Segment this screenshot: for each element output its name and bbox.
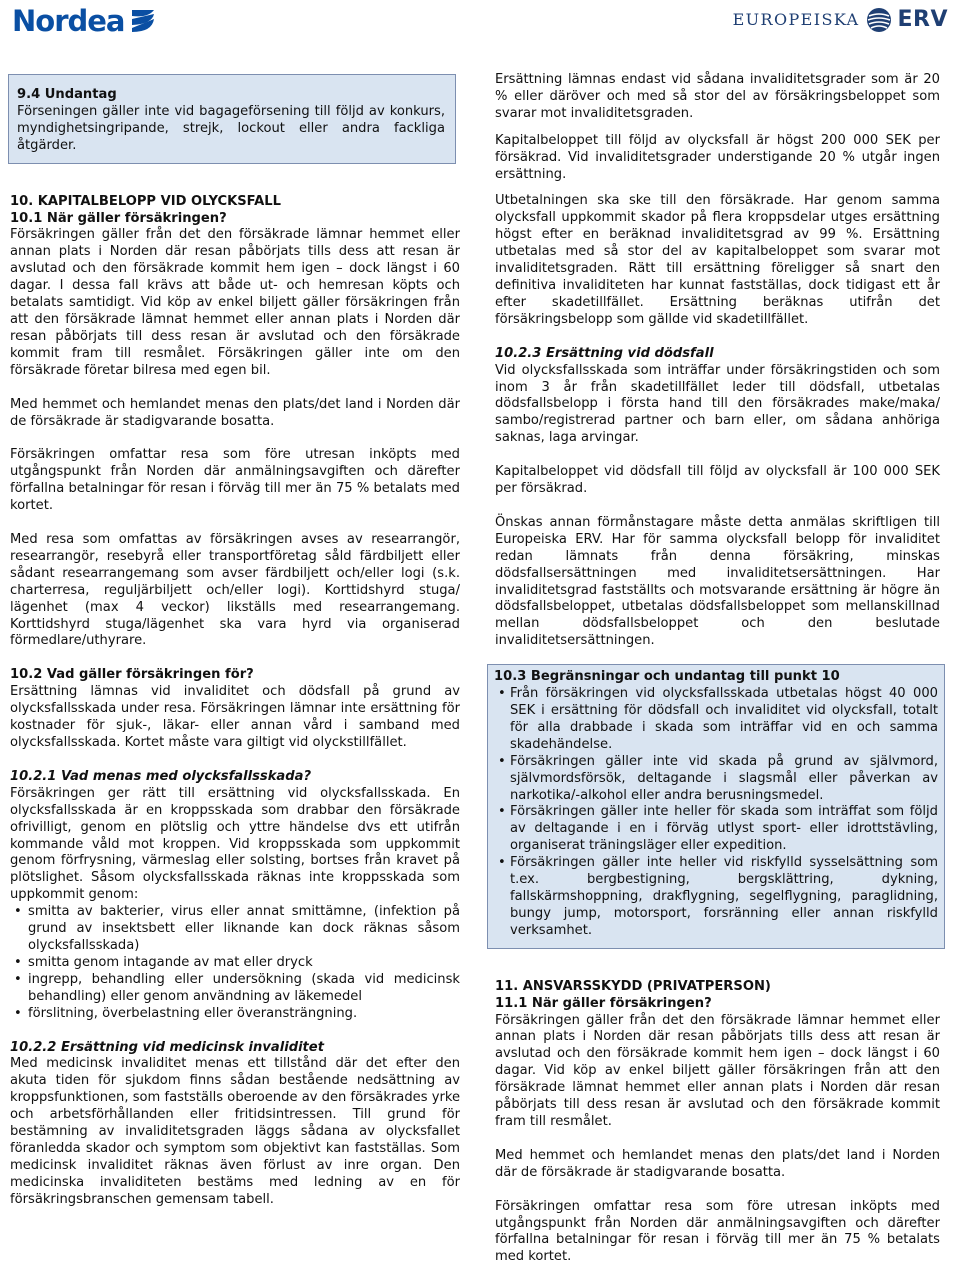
right-column [495, 72, 940, 1266]
nordea-logo [12, 4, 158, 38]
exclusion-list [10, 904, 460, 1022]
list-item-text: Försäkringen gäller inte heller vid riskfylld sysselsättning som t.ex. bergbestigning, bergsklättring, dykning, fallskärmshoppning, drakflygning, segelflygning, paraglidning, bungy jump, motorsport, forsränning eller annan riskfylld verksamhet. [510, 855, 938, 938]
list-item-text: ingrepp, behandling eller undersökning (skada vid medicinsk behandling) eller genom användning av läkemedel [28, 971, 460, 1004]
bullet-icon: • [14, 971, 22, 987]
section-11-1-paragraph: Försäkringen omfattar resa som före utresan inköpts med utgångspunkt från Norden där anmälningsavgiften och därefter förfallna betalningar för resan i förväg till mer än 75 % betalats med kortet. [495, 1198, 940, 1265]
section-10-2-heading: 10.2 Vad gäller försäkringen för? [10, 667, 254, 683]
list-item [494, 686, 938, 754]
section-10-2-3-paragraph: Vid olycksfallsskada som inträffar under försäkringstiden och som inom 3 år från skadetillfället leder till dödsfall, utbetalas dödsfallsbelopp i första hand till den försäkrades make/maka/ sambo/registrerad partner och barn eller, om sådana anhöriga saknas, laga arvingar. [495, 362, 940, 446]
nordea-logo-text: Nordea [12, 4, 125, 38]
section-10-2-3-paragraph: Kapitalbeloppet vid dödsfall till följd av olycksfall är 100 000 SEK per försäkrad. [495, 464, 940, 497]
list-item-text: Försäkringen gäller inte vid skada på grund av självmord, självmordsförsök, deltagande i slagsmål eller påverkan av narkotika/-alkohol eller andra berusningsmedel. [510, 753, 938, 803]
section-10-heading: 10. KAPITALBELOPP VID OLYCKSFALL [10, 193, 281, 209]
list-item [494, 804, 938, 855]
erv-logo-name: EUROPEISKA [732, 9, 860, 29]
section-10-1-paragraph: Försäkringen omfattar resa som före utresan inköpts med utgångspunkt från Norden där anmälningsavgiften och därefter förfallna betalningar för resan i förväg till mer än 75 % betalats med kortet. [10, 447, 460, 514]
section-10-2-1-heading: 10.2.1 Vad menas med olycksfallsskada? [10, 768, 312, 784]
list-item-text: smitta genom intagande av mat eller dryck [28, 954, 313, 970]
list-item-text: Försäkringen gäller inte heller för skada som inträffat som följd av deltagande i en i förväg utlyst sport- eller idrottstävling, organiserat träningsläger eller expedition. [510, 804, 938, 854]
limitation-list [494, 686, 938, 940]
section-10-1-paragraph: Med hemmet och hemlandet menas den plats/det land i Norden där de försäkrade är stadigvarande bosatta. [10, 396, 460, 429]
section-10-2-2-heading: 10.2.2 Ersättning vid medicinsk invaliditet [10, 1039, 324, 1055]
list-item [10, 972, 460, 1006]
section-11-1-paragraph: Med hemmet och hemlandet menas den plats/det land i Norden där de försäkrade är stadigvarande bosatta. [495, 1147, 940, 1180]
section-9-4-heading: 9.4 Undantag [17, 87, 117, 102]
bullet-icon: • [498, 753, 506, 769]
section-10-2-2-paragraph: Med medicinsk invaliditet menas ett tillstånd där det efter den akuta tiden för sjukdom finns sådan bestående nedsättning av kroppsfunktionen, som fastställs oberoende av den försäkrades yrke och arbetsförhållanden eller fritidsintressen. Till grund för bestämning av invaliditetsgraden läggs sådana av olycksfallet föranledda skador och symptom som objektivt kan fastställas. Som medicinsk invaliditet räknas även förlust av inre organ. Den medicinska invaliditeten bestäms med ledning av en för försäkringsbranschen gemensam tabell. [10, 1056, 460, 1207]
globe-icon [866, 7, 892, 33]
left-column [10, 74, 460, 1209]
invaliditet-paragraph: Kapitalbeloppet till följd av olycksfall är högst 200 000 SEK per försäkrad. Vid invaliditetsgrader understigande 20 % utgår ingen ersättning. [495, 132, 940, 182]
page-header [0, 0, 960, 40]
section-11-heading: 11. ANSVARSSKYDD (PRIVATPERSON) [495, 978, 771, 994]
list-item-text: smitta av bakterier, virus eller annat smittämne, (infektion på grund av insektsbett eller liknande kan dock räknas såsom olycksfallsskada) [28, 904, 460, 953]
section-10-3-heading: 10.3 Begränsningar och undantag till punkt 10 [494, 669, 840, 685]
section-11-1-heading: 11.1 När gäller försäkringen? [495, 995, 712, 1011]
section-11-1-paragraph: Försäkringen gäller från det den försäkrade lämnar hemmet eller annan plats i Norden där resan påbörjats tills dess att resan är avslutad och den försäkrade kommit hem igen – dock längst i 60 dagar. Vid köp av enkel biljett gäller försäkringen från att den försäkrade lämnat hemmet eller annan plats i Norden där resan påbörjats till dess resan är avslutad och den försäkrade kommit fram till resmålet. [495, 1012, 940, 1129]
bullet-icon: • [498, 686, 506, 702]
section-10-1-paragraph: Försäkringen gäller från det den försäkrade lämnar hemmet eller annan plats i Norden där resan påbörjats tills dess att resan är avslutad och den försäkrade kommit hem igen – dock längst i 60 dagar. I dessa fall krävs att både ut- och hemresan köpts och betalats samtidigt. Vid köp av enkel biljett gäller försäkringen från att den försäkrade lämnat hemmet eller annan plats i Norden där resan påbörjats till dess resan är avslutad och den försäkrade kommit fram till resmålet. Försäkringen gäller inte om den försäkrade företar bilresa med egen bil. [10, 227, 460, 378]
section-10-3-box [487, 664, 945, 949]
list-item-text: Från försäkringen vid olycksfallsskada utbetalas högst 40 000 SEK i ersättning för dödsfall och invaliditet vid olycksfall, totalt för alla drabbade i skada som inträffar vid en och samma skadehändelse. [510, 686, 938, 752]
section-10-2-3-paragraph: Önskas annan förmånstagare måste detta anmälas skriftligen till Europeiska ERV. Har för samma olycksfall belopp för invaliditet redan lämnats från denna försäkring, minskas dödsfallsersättningen med invaliditetsersättningen. Har invaliditetsgrad fastställts och motsvarande ersättning är högre än dödsfallsbeloppet, utbetalas dödsfallsbeloppet som mellanskillnad mellan dödsfallsbeloppet och den beslutade invaliditetsersättningen. [495, 514, 940, 649]
nordea-logo-icon [128, 6, 158, 36]
bullet-icon: • [14, 1005, 22, 1021]
bullet-icon: • [498, 855, 506, 871]
list-item [494, 855, 938, 940]
section-10-1-heading: 10.1 När gäller försäkringen? [10, 210, 227, 226]
bullet-icon: • [14, 904, 22, 920]
invaliditet-paragraph: Utbetalningen ska ske till den försäkrade. Har genom samma olycksfall uppkommit skador på flera kroppsdelar utges ersättning högst efter en beräknad invaliditetsgrad av 99 %. Ersättning utbetalas med så stor del av kapitalbeloppet som svarar mot invaliditetsgraden. Rätt till ersättning föreligger så snart den definitiva invaliditeten har kunnat fastställas, dock tidigast ett år efter skadetillfället. Ersättning beräknas utifrån det försäkringsbelopp som gällde vid skadetillfället. [495, 193, 940, 327]
bullet-icon: • [498, 804, 506, 820]
section-10-2-1-paragraph: Försäkringen ger rätt till ersättning vid olycksfallsskada. En olycksfallsskada är en kroppsskada som drabbar den försäkrade ofrivilligt, genom en plötslig och yttre händelse dvs ett utifrån kommande våld mot kroppen. Vid kroppsskada som uppkommit genom förfrysning, värmeslag eller solsting, bortses från kravet på plötslighet. Såsom olycksfallsskada räknas inte kroppsskada som uppkommit genom: [10, 785, 460, 903]
list-item [10, 1006, 460, 1023]
erv-logo-abbr: ERV [897, 6, 948, 32]
section-9-4-text: Förseningen gäller inte vid bagageförsening till följd av konkurs, myndighetsingripande, strejk, lockout eller andra fackliga åtgärder. [17, 103, 445, 153]
list-item-text: förslitning, överbelastning eller överansträngning. [28, 1005, 358, 1021]
list-item [10, 904, 460, 955]
section-10-1-paragraph: Med resa som omfattas av försäkringen avses av researrangör, researrangör, resebyrå eller transportföretag såld färdbiljett eller sådant researrangemang som avser färdbiljett och/eller logi (s.k. charterresa, reguljärbiljett och/eller logi). Korttidshyrd stuga/ lägenhet (max 4 veckor) likställs med researrangemang. Korttidshyrd stuga/lägenhet ska vara hyrd via organiserad förmedlare/uthyrare. [10, 532, 460, 649]
invaliditet-paragraph: Ersättning lämnas endast vid sådana invaliditetsgrader som är 20 % eller däröver och med så stor del av försäkringsbeloppet som svarar mot invaliditetsgraden. [495, 72, 940, 121]
section-9-4-box [8, 74, 456, 164]
section-10-2-paragraph: Ersättning lämnas vid invaliditet och dödsfall på grund av olycksfallsskada under resa. Försäkringen lämnar inte ersättning för kostnader för sjuk-, läkar- eller annan vård i samband med olycksfallsskada. Kortet måste vara giltigt vid olyckstillfället. [10, 684, 460, 750]
list-item [10, 955, 460, 972]
list-item [494, 754, 938, 805]
section-10-2-3-heading: 10.2.3 Ersättning vid dödsfall [495, 345, 714, 361]
bullet-icon: • [14, 954, 22, 970]
erv-logo [733, 2, 948, 38]
